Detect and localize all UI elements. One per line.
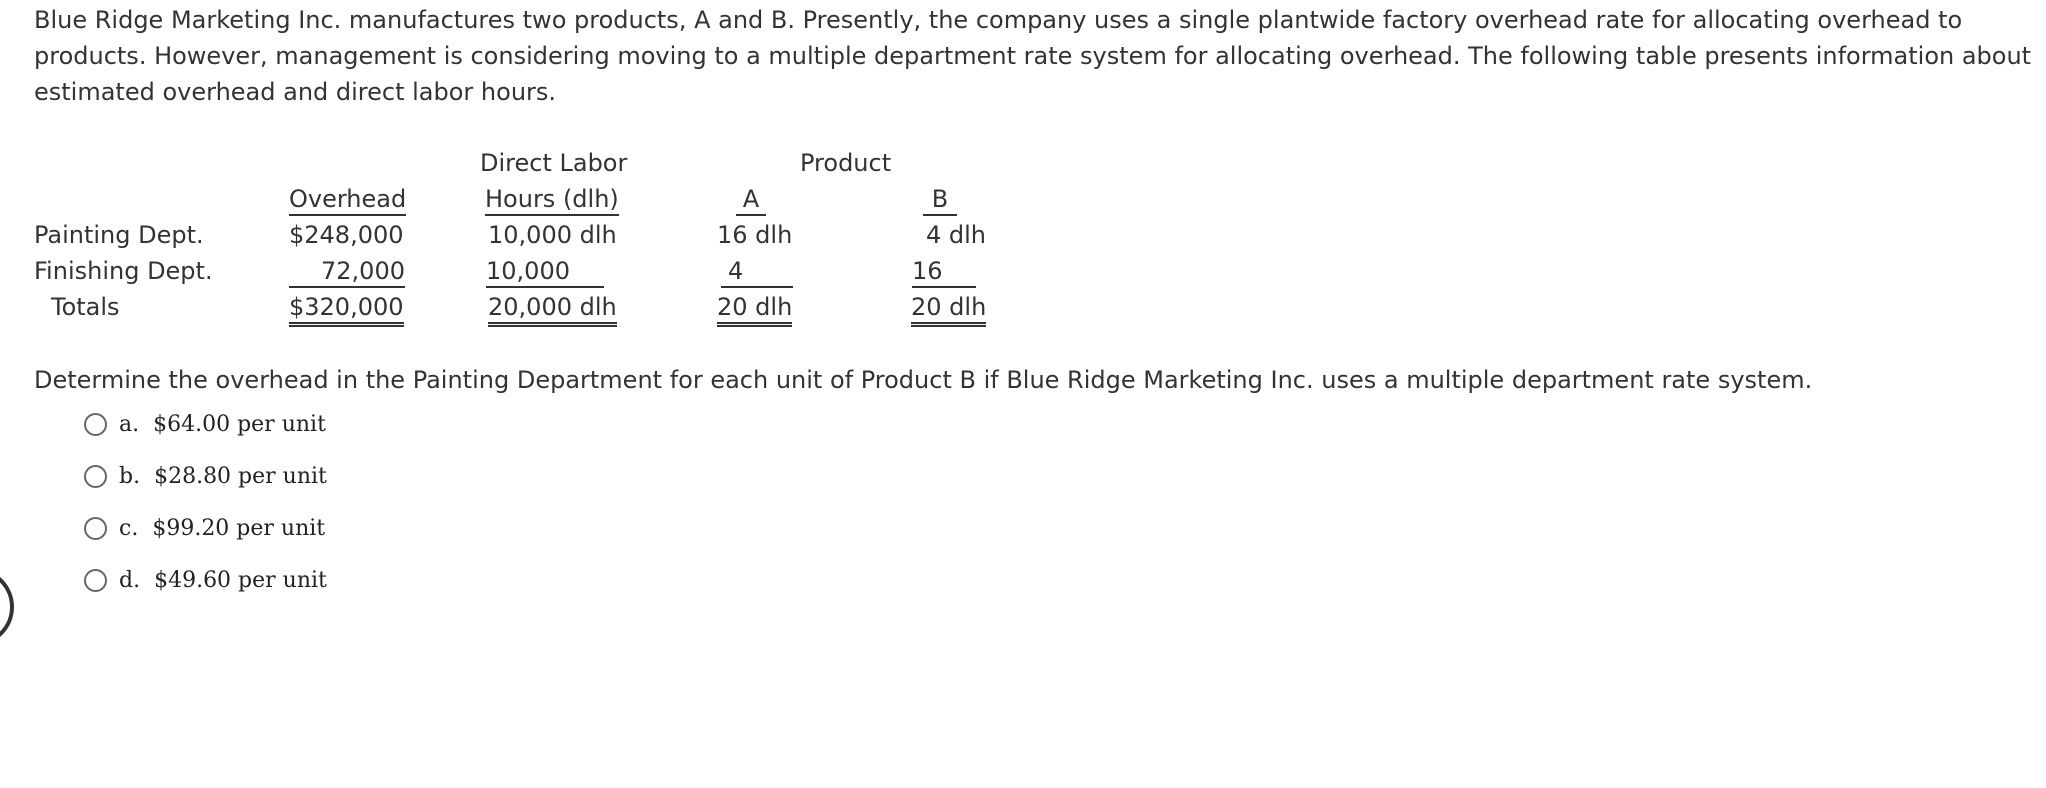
radio-button[interactable] bbox=[84, 413, 107, 436]
option-a[interactable] bbox=[84, 408, 326, 440]
row-label-painting: Painting Dept. bbox=[34, 221, 204, 249]
col-header-b bbox=[923, 184, 957, 216]
col-header-a-text: A bbox=[742, 185, 760, 213]
col-header-a bbox=[736, 184, 766, 216]
option-text: $49.60 per unit bbox=[154, 567, 327, 593]
painting-hours: 10,000 dlh bbox=[488, 221, 617, 249]
option-c[interactable] bbox=[84, 512, 325, 544]
finishing-b bbox=[912, 256, 976, 288]
row-label-totals: Totals bbox=[51, 293, 120, 321]
totals-a: 20 dlh bbox=[717, 292, 792, 327]
option-letter: a. bbox=[119, 411, 140, 437]
option-text: $99.20 per unit bbox=[152, 515, 326, 541]
radio-button[interactable] bbox=[84, 569, 107, 592]
finishing-b-text: 16 bbox=[912, 257, 943, 285]
finishing-a-text: 4 bbox=[728, 257, 744, 285]
finishing-a bbox=[721, 256, 793, 288]
radio-button[interactable] bbox=[84, 517, 107, 540]
option-letter: b. bbox=[119, 463, 141, 489]
totals-overhead: $320,000 bbox=[289, 292, 404, 327]
finishing-overhead-text: 72,000 bbox=[321, 257, 405, 285]
col-header-b-text: B bbox=[931, 185, 949, 213]
col-header-hours: Hours (dlh) bbox=[485, 184, 619, 216]
painting-b: 4 dlh bbox=[926, 221, 987, 249]
header-product: Product bbox=[800, 149, 892, 177]
option-letter: d. bbox=[119, 567, 141, 593]
finishing-overhead bbox=[289, 256, 405, 288]
painting-a: 16 dlh bbox=[717, 221, 793, 249]
painting-overhead: $248,000 bbox=[289, 221, 404, 249]
finishing-hours bbox=[486, 256, 604, 288]
question-text: Determine the overhead in the Painting Department for each unit of Product B if Blue Ridge Marketing Inc. uses a multiple department rate system. bbox=[34, 366, 1813, 394]
row-label-finishing: Finishing Dept. bbox=[34, 257, 213, 285]
partial-circle-icon bbox=[0, 568, 14, 646]
option-b[interactable] bbox=[84, 460, 327, 492]
option-d[interactable] bbox=[84, 564, 327, 596]
option-letter: c. bbox=[119, 515, 139, 541]
col-header-overhead: Overhead bbox=[289, 184, 406, 216]
radio-button[interactable] bbox=[84, 465, 107, 488]
option-text: $28.80 per unit bbox=[154, 463, 327, 489]
option-text: $64.00 per unit bbox=[153, 411, 326, 437]
finishing-hours-text: 10,000 bbox=[486, 257, 570, 285]
problem-intro: Blue Ridge Marketing Inc. manufactures two products, A and B. Presently, the company uses a single plantwide factory overhead rate for allocating overhead to products. However, management is considering moving to a multiple department rate system for allocating overhead. The following table presents information about estimated overhead and direct labor hours. bbox=[34, 6, 2032, 106]
totals-b: 20 dlh bbox=[911, 292, 986, 327]
header-direct-labor: Direct Labor bbox=[480, 149, 628, 177]
totals-hours: 20,000 dlh bbox=[488, 292, 617, 327]
